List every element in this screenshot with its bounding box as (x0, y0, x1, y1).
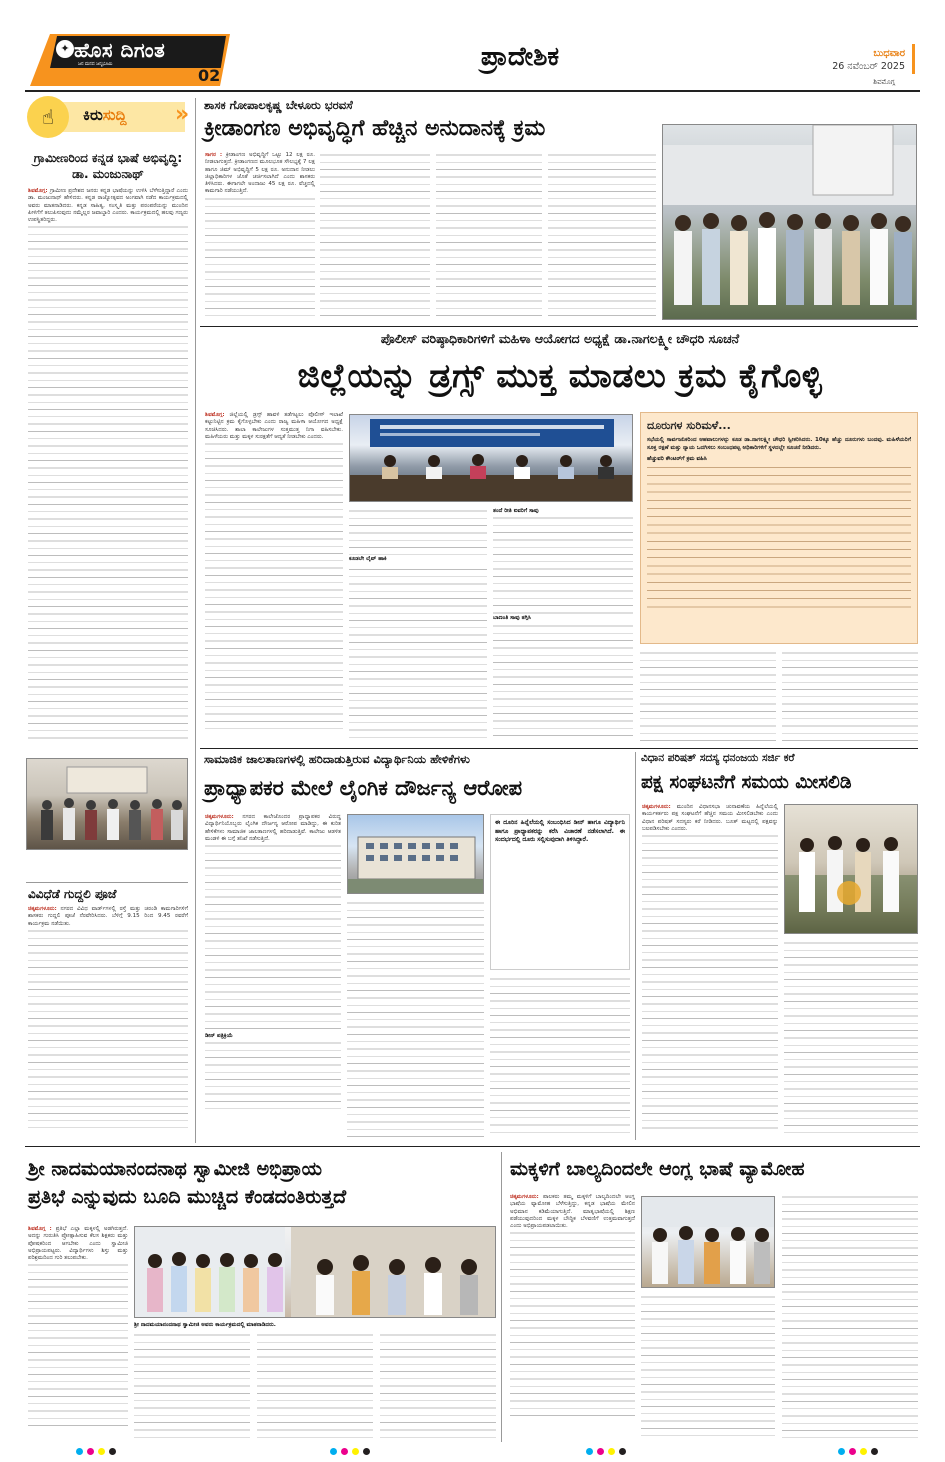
puja-article-body: ಚಿಕ್ಕಮಗಳೂರು: ನಗರದ ವಿವಿಧ ವಾರ್ಡ್‌ಗಳಲ್ಲಿ ರಸ್ತೆ ಮತ್ತು ಚರಂಡಿ ಕಾಮಗಾರಿಗಳಿಗೆ ಶಾಸಕರು ಗುದ್ದಲಿ ಪೂಜೆ ನೆರವೇರಿಸಿದರು. ಬೆಳಿಗ್ಗೆ 9.15 ರಿಂದ 9.45 ರವರೆಗೆ ಕಾರ್ಯಕ್ರಮ ನಡೆಯಿತು. (28, 906, 188, 1138)
edition-city: ಶಿವಮೊಗ್ಗ (873, 78, 895, 86)
english-event-photo (641, 1196, 775, 1288)
drugs-body-col4 (640, 650, 776, 744)
college-building-photo (347, 814, 484, 894)
complaints-box (640, 412, 918, 644)
column-rule (635, 752, 636, 1140)
swamiji-body-col2 (134, 1332, 250, 1438)
drugs-kicker: ಪೊಲೀಸ್ ವರಿಷ್ಠಾಧಿಕಾರಿಗಳಿಗೆ ಮಹಿಳಾ ಆಯೋಗದ ಅಧ್ಯಕ್ಷೆ ಡಾ.ನಾಗಲಕ್ಷ್ಮೀ ಚೌಧರಿ ಸೂಚನೆ (380, 331, 740, 346)
hand-pointing-icon: ☝ (27, 96, 69, 138)
stadium-body-col3 (436, 152, 542, 320)
swamiji-body-col3 (257, 1332, 373, 1438)
newspaper-tagline: ಜನ ಮನದ ಜನ್ಮಭೂಮಿ (78, 62, 113, 67)
drugs-headline: ಜಿಲ್ಲೆಯನ್ನು ಡ್ರಗ್ಸ್ ಮುಕ್ತ ಮಾಡಲು ಕ್ರಮ ಕೈಗೊಳ್ಳಿ (297, 356, 823, 395)
drugs-body-col5 (782, 650, 918, 744)
swamiji-photo-caption: ಶ್ರೀ ನಾದಮಯಾನಂದನಾಥ ಸ್ವಾಮೀಜಿ ಅವರು ಕಾರ್ಯಕ್ರಮದಲ್ಲಿ ಮಾತನಾಡಿದರು. (134, 1322, 276, 1328)
english-body-col1: ಚಿಕ್ಕಮಗಳೂರು: ಪಾಲಕರು ತಮ್ಮ ಮಕ್ಕಳಿಗೆ ಬಾಲ್ಯದಿಂದಲೇ ಆಂಗ್ಲ ಭಾಷೆಯ ವ್ಯಾಮೋಹ ಬೆಳೆಸುತ್ತಿದ್ದು, ಕನ್ನಡ ಭಾಷೆಯ ಮೇಲಿನ ಅಭಿಮಾನ ಕಡಿಮೆಯಾಗುತ್ತಿದೆ. ಮಾತೃಭಾಷೆಯಲ್ಲಿ ಶಿಕ್ಷಣ ಪಡೆಯುವುದರಿಂದ ಮಕ್ಕಳ ಬೌದ್ಧಿಕ ಬೆಳವಣಿಗೆ ಉತ್ತಮವಾಗುತ್ತದೆ ಎಂದು ಅಭಿಪ್ರಾಯಪಡಲಾಯಿತು. (510, 1194, 635, 1438)
party-event-photo (784, 804, 918, 934)
kannada-article-headline: ಗ್ರಾಮೀಣರಿಂದ ಕನ್ನಡ ಭಾಷೆ ಅಭಿವೃದ್ಧಿ: ಡಾ. ಮಂಜುನಾಥ್ (33, 151, 183, 181)
color-registration-marks (838, 1448, 878, 1455)
column-rule (195, 98, 196, 1143)
divider (200, 326, 918, 327)
swamiji-body-col1: ಶಿವಮೊಗ್ಗ : ಪ್ರತಿಭೆ ಎಲ್ಲಾ ಮಕ್ಕಳಲ್ಲಿ ಅಡಗಿರುತ್ತದೆ. ಅದನ್ನು ಗುರುತಿಸಿ ಪ್ರೋತ್ಸಾಹಿಸುವ ಕೆಲಸ ಶಿಕ್ಷಕರು ಮತ್ತು ಪೋಷಕರಿಂದ ಆಗಬೇಕು ಎಂದು ಸ್ವಾಮೀಜಿ ಅಭಿಪ್ರಾಯಪಟ್ಟರು. ವಿದ್ಯಾರ್ಥಿಗಳು ಶಿಸ್ತು ಮತ್ತು ಪರಿಶ್ರಮದಿಂದ ಗುರಿ ತಲುಪಬೇಕು. (28, 1226, 128, 1438)
column-rule (501, 1152, 502, 1442)
harass-quote-text: ಈ ದೂರಿನ ಹಿನ್ನೆಲೆಯಲ್ಲಿ ಸಂಬಂಧಿಸಿದ ಡೀನ್ ಹಾಗೂ ವಿದ್ಯಾರ್ಥಿನಿ ಹಾಗೂ ಪ್ರಾಧ್ಯಾಪಕರನ್ನು ಕರೆಸಿ ವಿಚಾರಣೆ ನಡೆಸಲಾಗಿದೆ. ಈ ಸಂದರ್ಭದಲ್ಲಿ ದೂರು ಸಲ್ಲಿಸುವುದಾಗಿ ತಿಳಿಸಿದ್ದಾರೆ. (495, 819, 625, 843)
english-headline: ಮಕ್ಕಳಿಗೆ ಬಾಲ್ಯದಿಂದಲೇ ಆಂಗ್ಲ ಭಾಷೆ ವ್ಯಾಮೋಹ (510, 1158, 805, 1180)
issue-date: 26 ನವೆಂಬರ್ 2025 (832, 61, 905, 72)
harass-kicker: ಸಾಮಾಜಿಕ ಜಾಲತಾಣಗಳಲ್ಲಿ ಹರಿದಾಡುತ್ತಿರುವ ವಿದ್ಯಾರ್ಥಿನಿಯ ಹೇಳಿಕೆಗಳು (204, 752, 470, 766)
people-group-image (27, 759, 188, 850)
swamiji-kicker: ಶ್ರೀ ನಾದಮಯಾನಂದನಾಥ ಸ್ವಾಮೀಜಿ ಅಭಿಪ್ರಾಯ (28, 1158, 322, 1180)
kirusuddi-badge (27, 96, 190, 138)
students-photo-image (135, 1227, 496, 1318)
drugs-meeting-photo (349, 414, 633, 502)
swamiji-body-col4 (380, 1332, 496, 1438)
divider (26, 882, 188, 883)
chevron-right-icon: » (175, 102, 190, 127)
masthead (30, 34, 230, 86)
lamp-icon: ✦ (56, 40, 74, 58)
drugs-body-col3 (493, 508, 633, 742)
drugs-subhead-3: ಬಾಣಂತಿ ಸಾವು ತಗ್ಗಿಸಿ (493, 615, 531, 622)
kannada-event-photo (26, 758, 188, 850)
english-photo-image (642, 1197, 775, 1288)
date-accent-bar (912, 44, 915, 74)
harass-headline: ಪ್ರಾಧ್ಯಾಪಕರ ಮೇಲೆ ಲೈಂಗಿಕ ದೌರ್ಜನ್ಯ ಆರೋಪ (204, 776, 523, 800)
kannada-article-body: ಶಿವಮೊಗ್ಗ: ಗ್ರಾಮೀಣ ಪ್ರದೇಶದ ಜನರು ಕನ್ನಡ ಭಾಷೆಯನ್ನು ಉಳಿಸಿ ಬೆಳೆಸುತ್ತಿದ್ದಾರೆ ಎಂದು ಡಾ. ಮಂಜುನಾಥ್ ಹೇಳಿದರು. ಕನ್ನಡ ರಾಜ್ಯೋತ್ಸವದ ಅಂಗವಾಗಿ ನಡೆದ ಕಾರ್ಯಕ್ರಮದಲ್ಲಿ ಅವರು ಮಾತನಾಡಿದರು. ಕನ್ನಡ ಸಾಹಿತ್ಯ, ಸಂಸ್ಕೃತಿ ಮತ್ತು ಪರಂಪರೆಯನ್ನು ಮುಂದಿನ ಪೀಳಿಗೆಗೆ ತಲುಪಿಸುವುದು ನಮ್ಮೆಲ್ಲರ ಜವಾಬ್ದಾರಿ ಎಂದರು. ಕಾರ್ಯಕ್ರಮದಲ್ಲಿ ಹಲವು ಗಣ್ಯರು ಉಪಸ್ಥಿತರಿದ್ದರು. (28, 188, 188, 748)
party-headline: ಪಕ್ಷ ಸಂಘಟನೆಗೆ ಸಮಯ ಮೀಸಲಿಡಿ (641, 772, 852, 793)
harass-quote-box (490, 814, 630, 970)
harass-body-col2 (347, 900, 484, 1138)
puja-article-headline: ವಿವಿಧೆಡೆ ಗುದ್ದಲಿ ಪೂಜೆ (28, 887, 117, 901)
drugs-subhead-1: ತಂದೆ ರೀತಿ ಐವರಿಗೆ ಸಾವು (493, 508, 539, 514)
harass-body-col3 (490, 976, 630, 1138)
swamiji-headline: ಪ್ರತಿಭೆ ಎನ್ನುವುದು ಬೂದಿ ಮುಚ್ಚಿದ ಕೆಂಡದಂತಿರುತ್ತದೆ (28, 1186, 347, 1208)
stadium-kicker: ಶಾಸಕ ಗೋಪಾಲಕೃಷ್ಣ ಬೇಳೂರು ಭರವಸೆ (204, 98, 353, 112)
color-registration-marks (330, 1448, 370, 1455)
drugs-subhead-2: ಕೂಡಲೇ ಲೈವ್ ಹಾಕಿ (349, 556, 487, 563)
stadium-body-col4 (548, 152, 656, 320)
party-photo-image (785, 805, 918, 934)
english-body-col3 (782, 1194, 918, 1438)
meeting-photo-image (350, 415, 633, 502)
party-body-col2 (784, 940, 918, 1138)
divider (200, 748, 918, 749)
stadium-body-col2 (320, 152, 430, 320)
harass-subhead: ಡೀನ್ ಪತ್ರಿಕ್ರಿಯೆ (205, 1033, 233, 1040)
drugs-body-col1: ಶಿವಮೊಗ್ಗ: ಜಿಲ್ಲೆಯಲ್ಲಿ ಡ್ರಗ್ಸ್ ಹಾವಳಿ ತಡೆಗಟ್ಟಲು ಪೊಲೀಸ್ ಇಲಾಖೆ ಕಟ್ಟುನಿಟ್ಟಿನ ಕ್ರಮ ಕೈಗೊಳ್ಳಬೇಕು ಎಂದು ರಾಜ್ಯ ಮಹಿಳಾ ಆಯೋಗದ ಅಧ್ಯಕ್ಷೆ ಸೂಚಿಸಿದರು. ಶಾಲಾ ಕಾಲೇಜುಗಳ ಸುತ್ತಮುತ್ತ ನಿಗಾ ವಹಿಸಬೇಕು. ಮಹಿಳೆಯರು ಮತ್ತು ಮಕ್ಕಳ ಸುರಕ್ಷತೆಗೆ ಆದ್ಯತೆ ನೀಡಬೇಕು ಎಂದರು. (205, 412, 343, 742)
party-body-col1: ಚಿಕ್ಕಮಗಳೂರು: ಮುಂದಿನ ವಿಧಾನಸಭಾ ಚುನಾವಣೆಯ ಹಿನ್ನೆಲೆಯಲ್ಲಿ ಕಾರ್ಯಕರ್ತರು ಪಕ್ಷ ಸಂಘಟನೆಗೆ ಹೆಚ್ಚಿನ ಸಮಯ ಮೀಸಲಿಡಬೇಕು ಎಂದು ವಿಧಾನ ಪರಿಷತ್ ಸದಸ್ಯರು ಕರೆ ನೀಡಿದರು. ಬೂತ್ ಮಟ್ಟದಲ್ಲಿ ಪಕ್ಷವನ್ನು ಬಲಪಡಿಸಬೇಕು ಎಂದರು. (642, 804, 778, 1138)
header-rule (25, 90, 920, 92)
color-registration-marks (76, 1448, 116, 1455)
kirusuddi-label: ಕಿರುಸುದ್ದಿ (83, 106, 127, 124)
stadium-group-photo (662, 124, 917, 320)
section-title: ಪ್ರಾದೇಶಿಕ (480, 42, 560, 72)
swamiji-students-photo (134, 1226, 496, 1318)
divider (25, 1146, 920, 1147)
complaints-box-subhead: ಹೆಚ್ಚುವರಿ ಕೌಂಟರ್‌ಗೆ ಕ್ರಮ ವಹಿಸಿ (647, 456, 707, 463)
harass-body-col1: ಚಿಕ್ಕಮಗಳೂರು: ನಗರದ ಕಾಲೇಜೊಂದರ ಪ್ರಾಧ್ಯಾಪಕರ ವಿರುದ್ಧ ವಿದ್ಯಾರ್ಥಿನಿಯೊಬ್ಬರು ಲೈಂಗಿಕ ದೌರ್ಜನ್ಯ ಆರೋಪ ಮಾಡಿದ್ದು, ಈ ಕುರಿತ ಹೇಳಿಕೆಗಳು ಸಾಮಾಜಿಕ ಜಾಲತಾಣಗಳಲ್ಲಿ ಹರಿದಾಡುತ್ತಿವೆ. ಕಾಲೇಜು ಆಡಳಿತ ಮಂಡಳಿ ಈ ಬಗ್ಗೆ ತನಿಖೆ ನಡೆಸುತ್ತಿದೆ. ಡೀನ್ ಪತ್ರಿಕ್ರಿಯೆ (205, 814, 341, 1138)
stadium-headline: ಕ್ರೀಡಾಂಗಣ ಅಭಿವೃದ್ಧಿಗೆ ಹೆಚ್ಚಿನ ಅನುದಾನಕ್ಕೆ ಕ್ರಮ (204, 116, 546, 141)
newspaper-title: ಹೊಸ ದಿಗಂತ (74, 38, 166, 62)
party-kicker: ವಿಧಾನ ಪರಿಷತ್ ಸದಸ್ಯ ಧನಂಜಯ ಸರ್ಜಿ ಕರೆ (641, 752, 795, 764)
building-image (348, 815, 484, 894)
complaints-box-body: ಸಭೆಯಲ್ಲಿ ಸಾರ್ವಜನಿಕರಿಂದ ಆಹವಾಲುಗಳನ್ನು ಕೂಡ ಡಾ.ನಾಗಲಕ್ಷ್ಮೀ ಚೌಧರಿ ಸ್ವೀಕರಿಸಿದರು. 10ಕ್ಕೂ ಹೆಚ್ಚು ದೂರುಗಳು ಬಂದವು. ಮಹಿಳೆಯರಿಗೆ ಸೂಕ್ತ ರಕ್ಷಣೆ ಮತ್ತು ನ್ಯಾಯ ಒದಗಿಸಲು ಸಂಬಂಧಪಟ್ಟ ಅಧಿಕಾರಿಗಳಿಗೆ ಸ್ಥಳದಲ್ಲೇ ಸೂಚನೆ ನೀಡಿದರು. (647, 437, 911, 452)
issue-date-block (832, 48, 905, 72)
english-body-col2 (641, 1294, 775, 1438)
stadium-body-col1: ಸಾಗರ : ಕ್ರೀಡಾಂಗಣ ಅಭಿವೃದ್ಧಿಗೆ ಒಟ್ಟು 12 ಲಕ್ಷ ರೂ. ನೀಡಲಾಗುತ್ತದೆ. ಕ್ರೀಡಾಂಗಣದ ಮೂಲಭೂತ ಸೌಲಭ್ಯಕ್ಕೆ 7 ಲಕ್ಷ ಹಾಗೂ ಜಿಮ್ ಅಭಿವೃದ್ಧಿಗೆ 5 ಲಕ್ಷ ರೂ. ಅನುದಾನ ನೀಡಲು ಜಿಲ್ಲಾಧಿಕಾರಿಗಳ ಜೊತೆ ಚರ್ಚಿಸಲಾಗಿದೆ ಎಂದು ಶಾಸಕರು ತಿಳಿಸಿದರು. ಈಗಾಗಲೇ ಅಂದಾಜು 45 ಲಕ್ಷ ರೂ. ವೆಚ್ಚದಲ್ಲಿ ಕಾಮಗಾರಿ ನಡೆಯುತ್ತಿದೆ. (205, 152, 315, 320)
group-photo-image (663, 125, 917, 320)
page-number: 02 (198, 66, 221, 85)
issue-day: ಬುಧವಾರ (873, 48, 905, 59)
drugs-body-col2 (349, 508, 487, 742)
complaints-box-title: ದೂರುಗಳ ಸುರಿಮಳೆ... (647, 419, 731, 432)
color-registration-marks (586, 1448, 626, 1455)
